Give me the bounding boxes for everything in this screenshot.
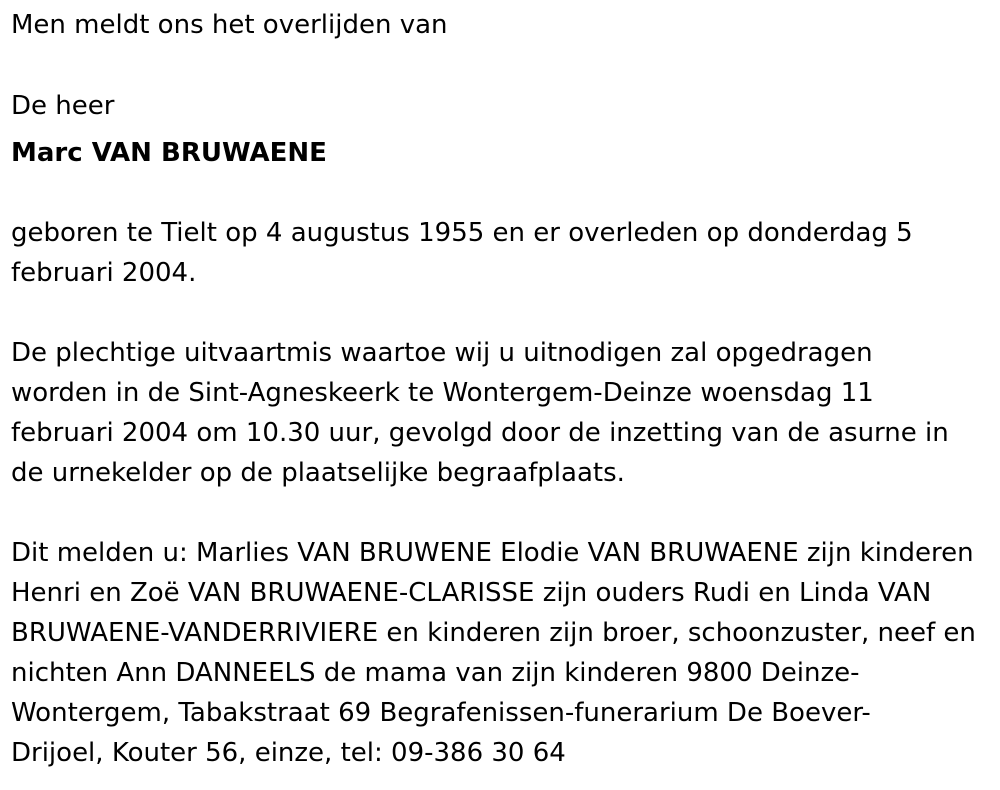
paragraph-line: nichten Ann DANNEELS de mama van zijn kinderen 9800 Deinze- bbox=[11, 658, 860, 688]
paragraph-line: Henri en Zoë VAN BRUWAENE-CLARISSE zijn ouders Rudi en Linda VAN bbox=[11, 578, 932, 608]
paragraph-line: februari 2004. bbox=[11, 258, 197, 288]
paragraph-line: Dit melden u: Marlies VAN BRUWENE Elodie VAN BRUWAENE zijn kinderen bbox=[11, 538, 974, 568]
paragraph-line: februari 2004 om 10.30 uur, gevolgd door de inzetting van de asurne in bbox=[11, 418, 949, 448]
paragraph-line: BRUWAENE-VANDERRIVIERE en kinderen zijn broer, schoonzuster, neef en bbox=[11, 618, 976, 648]
paragraph-line: geboren te Tielt op 4 augustus 1955 en er overleden op donderdag 5 bbox=[11, 218, 913, 248]
paragraph-line: De plechtige uitvaartmis waartoe wij u uitnodigen zal opgedragen bbox=[11, 338, 873, 368]
intro-line: Men meldt ons het overlijden van bbox=[11, 10, 448, 40]
deceased-name: Marc VAN BRUWAENE bbox=[11, 138, 327, 168]
salutation: De heer bbox=[11, 91, 115, 121]
paragraph-line: Wontergem, Tabakstraat 69 Begrafenissen-funerarium De Boever- bbox=[11, 698, 871, 728]
paragraph-line: Drijoel, Kouter 56, einze, tel: 09-386 30 64 bbox=[11, 738, 566, 768]
paragraph-line: de urnekelder op de plaatselijke begraafplaats. bbox=[11, 458, 625, 488]
paragraph-line: worden in de Sint-Agneskeerk te Wontergem-Deinze woensdag 11 bbox=[11, 378, 874, 408]
